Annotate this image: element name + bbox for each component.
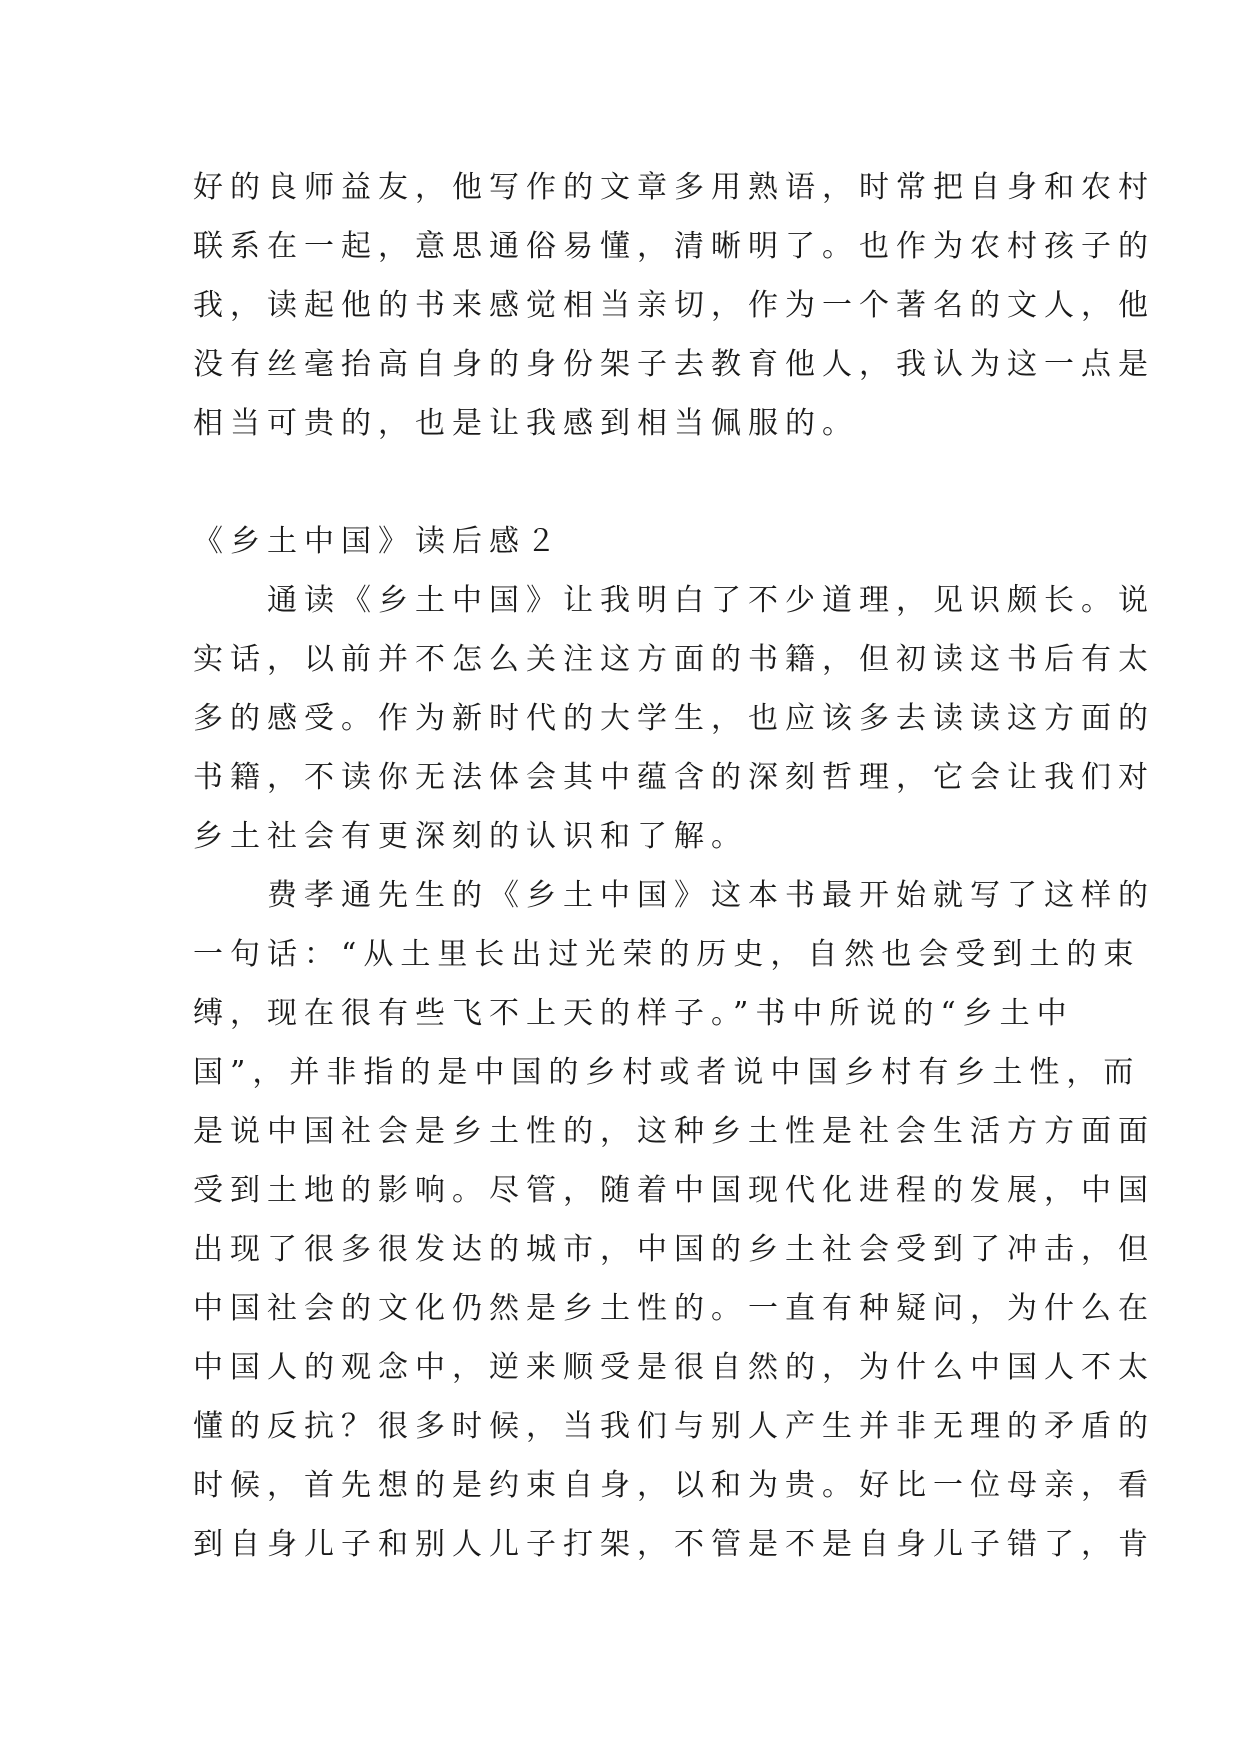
- intro-paragraph: [193, 158, 1155, 453]
- text-line: 中国社会的文化仍然是乡土性的。一直有种疑问，为什么在: [193, 1291, 1155, 1326]
- text-line: 费孝通先生的《乡土中国》这本书最开始就写了这样的: [193, 878, 1155, 913]
- text-line: 到自身儿子和别人儿子打架，不管是不是自身儿子错了，肯: [193, 1527, 1155, 1562]
- text-line: 好的良师益友，他写作的文章多用熟语，时常把自身和农村: [193, 170, 1155, 205]
- paragraph-spacer: [193, 453, 1049, 512]
- text-line: 一句话：“从土里长出过光荣的历史，自然也会受到土的束: [193, 937, 1141, 972]
- text-line: 出现了很多很发达的城市，中国的乡土社会受到了冲击，但: [193, 1232, 1155, 1267]
- text-line: 实话，以前并不怎么关注这方面的书籍，但初读这书后有太: [193, 642, 1155, 677]
- text-line: 受到土地的影响。尽管，随着中国现代化进程的发展，中国: [193, 1173, 1155, 1208]
- text-line: 联系在一起，意思通俗易懂，清晰明了。也作为农村孩子的: [193, 229, 1155, 264]
- text-line: 没有丝毫抬高自身的身份架子去教育他人，我认为这一点是: [193, 347, 1155, 382]
- document-body: [193, 158, 1155, 1574]
- text-line: 时候，首先想的是约束自身，以和为贵。好比一位母亲，看: [193, 1468, 1155, 1503]
- text-line: 我，读起他的书来感觉相当亲切，作为一个著名的文人，他: [193, 288, 1155, 323]
- text-line: 懂的反抗？很多时候，当我们与别人产生并非无理的矛盾的: [193, 1409, 1155, 1444]
- text-line: 乡土社会有更深刻的认识和了解。: [193, 819, 748, 854]
- paragraph-3: [193, 866, 1155, 1574]
- text-line: 相当可贵的，也是让我感到相当佩服的。: [193, 406, 859, 441]
- text-line: 通读《乡土中国》让我明白了不少道理，见识颇长。说: [193, 583, 1155, 618]
- text-line: 是说中国社会是乡土性的，这种乡土性是社会生活方方面面: [193, 1114, 1155, 1149]
- text-line: 缚，现在很有些飞不上天的样子。”书中所说的“乡土中: [193, 996, 1074, 1031]
- text-line: 书籍，不读你无法体会其中蕴含的深刻哲理，它会让我们对: [193, 760, 1155, 795]
- text-line: 中国人的观念中，逆来顺受是很自然的，为什么中国人不太: [193, 1350, 1155, 1385]
- text-line: 多的感受。作为新时代的大学生，也应该多去读读这方面的: [193, 701, 1155, 736]
- text-line: 国”，并非指的是中国的乡村或者说中国乡村有乡土性，而: [193, 1055, 1141, 1090]
- section-title: 《乡土中国》读后感２: [193, 524, 563, 559]
- paragraph-2: [193, 571, 1155, 866]
